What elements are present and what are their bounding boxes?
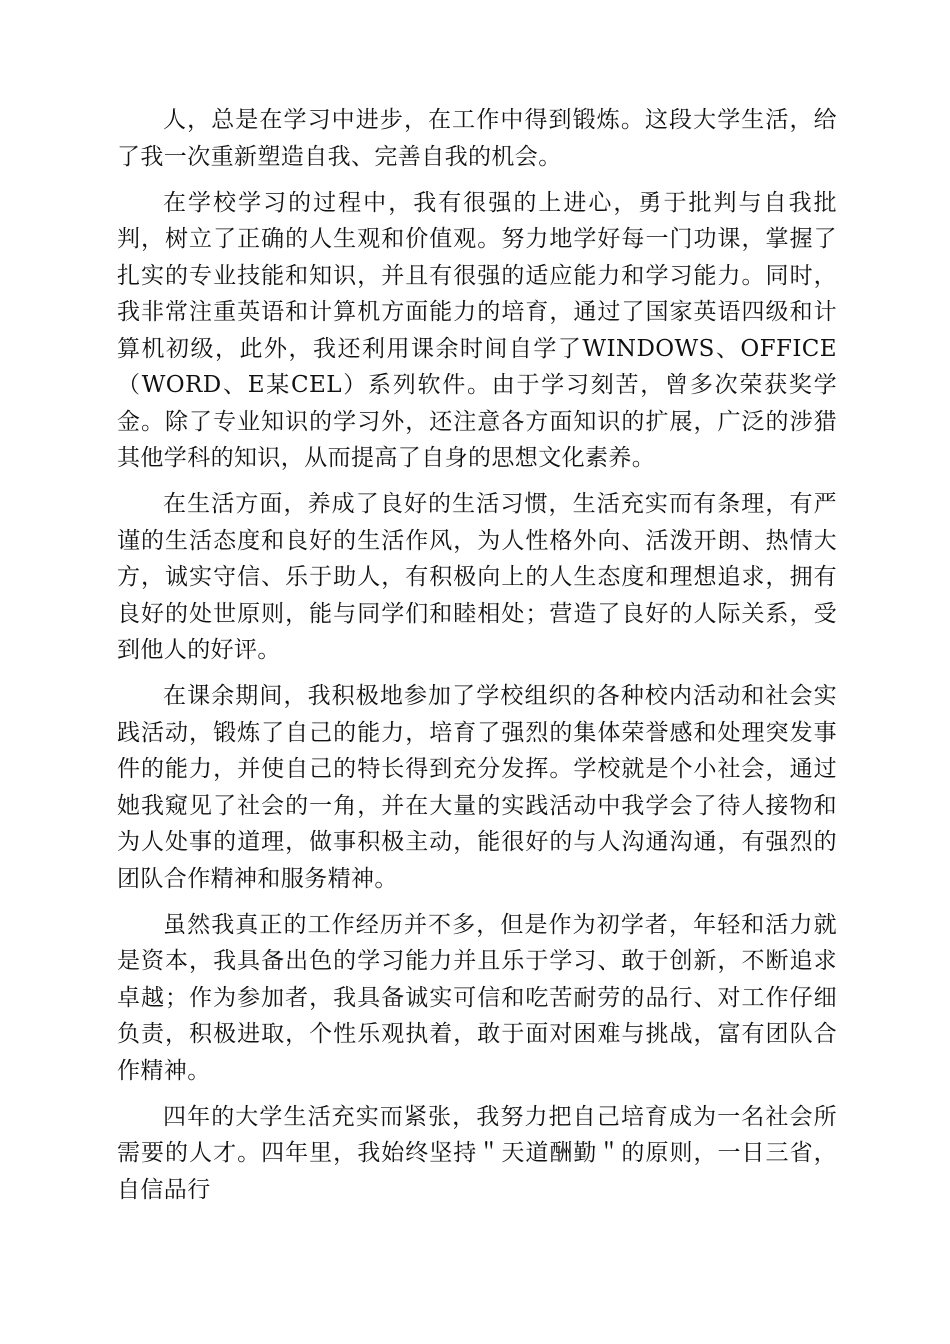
paragraph-5: 虽然我真正的工作经历并不多，但是作为初学者，年轻和活力就是资本，我具备出色的学习能力并且乐于学习、敢于创新，不断追求卓越；作为参加者，我具备诚实可信和吃苦耐劳的品行、对工作仔细负责，积极进取，个性乐观执着，敢于面对困难与挑战，富有团队合作精神。	[117, 911, 837, 1084]
paragraph-3: 在生活方面，养成了良好的生活习惯，生活充实而有条理，有严谨的生活态度和良好的生活作风，为人性格外向、活泼开朗、热情大方，诚实守信、乐于助人，有积极向上的人生态度和理想追求，拥有良好的处世原则，能与同学们和睦相处；营造了良好的人际关系，受到他人的好评。	[117, 491, 837, 663]
paragraph-4: 在课余期间，我积极地参加了学校组织的各种校内活动和社会实践活动，锻炼了自己的能力，培育了强烈的集体荣誉感和处理突发事件的能力，并使自己的特长得到充分发挥。学校就是个小社会，通过她我窥见了社会的一角，并在大量的实践活动中我学会了待人接物和为人处事的道理，做事积极主动，能很好的与人沟通沟通，有强烈的团队合作精神和服务精神。	[117, 683, 837, 892]
paragraph-6: 四年的大学生活充实而紧张，我努力把自己培育成为一名社会所需要的人才。四年里，我始终坚持＂天道酬勤＂的原则，一日三省，自信品行	[117, 1103, 837, 1203]
paragraph-1: 人，总是在学习中进步，在工作中得到锻炼。这段大学生活，给了我一次重新塑造自我、完善自我的机会。	[117, 107, 837, 170]
document-body	[117, 102, 837, 1208]
paragraph-2: 在学校学习的过程中，我有很强的上进心，勇于批判与自我批判，树立了正确的人生观和价值观。努力地学好每一门功课，掌握了扎实的专业技能和知识，并且有很强的适应能力和学习能力。同时，我非常注重英语和计算机方面能力的培育，通过了国家英语四级和计算机初级，此外，我还利用课余时间自学了WINDOWS、OFFICE（WORD、E某CEL）系列软件。由于学习刻苦，曾多次荣获奖学金。除了专业知识的学习外，还注意各方面知识的扩展，广泛的涉猎其他学科的知识，从而提高了自身的思想文化素养。	[117, 189, 837, 471]
